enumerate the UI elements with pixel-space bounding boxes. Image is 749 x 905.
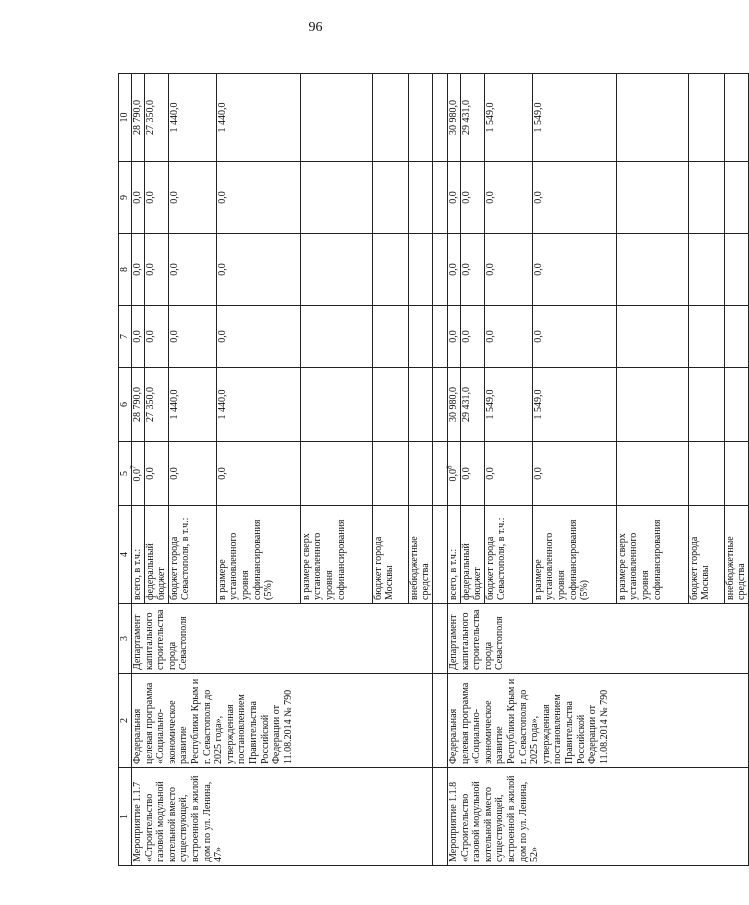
value-text: 0,0 bbox=[460, 467, 472, 480]
value-cell-c8 bbox=[484, 234, 532, 306]
value-cell-c9 bbox=[447, 162, 460, 234]
value-cell-c5 bbox=[447, 442, 460, 506]
value-cell-c8 bbox=[168, 234, 216, 306]
value-text: 0,0 bbox=[144, 263, 156, 276]
value-cell-c8 bbox=[216, 234, 300, 306]
value-cell-c6 bbox=[168, 368, 216, 442]
value-cell-c9 bbox=[300, 162, 372, 234]
header-col-10: 10 bbox=[119, 74, 132, 162]
value-text: 1 549,0 bbox=[532, 102, 544, 133]
value-text: 0,0 bbox=[447, 330, 459, 343]
value-cell-c6 bbox=[144, 368, 168, 442]
event-block-1117 bbox=[129, 74, 433, 866]
value-cell-c5 bbox=[460, 442, 484, 506]
value-cell-c6 bbox=[616, 368, 688, 442]
value-cell-c5 bbox=[168, 442, 216, 506]
value-cell-c6 bbox=[688, 368, 724, 442]
value-text: 29 431,0 bbox=[460, 387, 472, 422]
value-text: 0,0 bbox=[460, 263, 472, 276]
value-cell-c9 bbox=[144, 162, 168, 234]
value-text: 1 440,0 bbox=[216, 102, 228, 133]
header-col-7: 7 bbox=[119, 306, 132, 368]
executor-cell: Департамент капитального строительства города Севастополя bbox=[447, 604, 748, 674]
value-cell-c5 bbox=[216, 442, 300, 506]
header-col-2: 2 bbox=[119, 674, 132, 768]
funding-source-cell: в размере сверх установленного уровня софинансирования bbox=[616, 506, 688, 604]
value-cell-c7 bbox=[216, 306, 300, 368]
value-text: 1 440,0 bbox=[168, 102, 180, 133]
value-cell-c9 bbox=[132, 162, 145, 234]
funding-source-cell: федеральный бюджет bbox=[144, 506, 168, 604]
value-cell-c5 bbox=[372, 442, 408, 506]
funding-row bbox=[132, 74, 145, 866]
footnote-mark: 8 bbox=[445, 465, 454, 469]
value-cell-c5 bbox=[616, 442, 688, 506]
value-cell-c6 bbox=[300, 368, 372, 442]
value-cell-c6 bbox=[216, 368, 300, 442]
value-cell-c7 bbox=[724, 306, 748, 368]
value-text: 0,0 bbox=[484, 330, 496, 343]
value-text: 0,0 bbox=[168, 191, 180, 204]
value-cell-c6 bbox=[132, 368, 145, 442]
value-text: 0,0 bbox=[216, 191, 228, 204]
value-cell-c6 bbox=[484, 368, 532, 442]
value-cell-c7 bbox=[408, 306, 432, 368]
header-col-3: 3 bbox=[119, 604, 132, 674]
program-cell: Федеральная целевая программа «Социально-экономическое развитие Республики Крым и г. Севастополя до 2025 года», утвержденная постановлением Правительства Российской Федерации от 11.08.2014 № 790 bbox=[447, 674, 748, 768]
value-cell-c9 bbox=[484, 162, 532, 234]
value-cell-c7 bbox=[616, 306, 688, 368]
value-cell-c5 bbox=[724, 442, 748, 506]
value-text: 0,0 bbox=[484, 191, 496, 204]
value-text: 27 350,0 bbox=[144, 100, 156, 135]
value-cell-c8 bbox=[144, 234, 168, 306]
rotated-table-wrapper bbox=[118, 73, 749, 866]
value-text: 0,0 bbox=[168, 467, 180, 480]
value-cell-c10 bbox=[144, 74, 168, 162]
header-col-8: 8 bbox=[119, 234, 132, 306]
value-text: 0,0 bbox=[132, 263, 143, 276]
value-cell-c10 bbox=[447, 74, 460, 162]
value-cell-c9 bbox=[724, 162, 748, 234]
event-cell: Мероприятие 1.1.8 «Строительство газовой модульной котельной вместо существующей, встроенной в жилой дом по ул. Ленина, 52» bbox=[447, 768, 748, 866]
value-cell-c10 bbox=[300, 74, 372, 162]
funding-source-cell: в размере установленного уровня софинансирования (5%) bbox=[216, 506, 300, 604]
value-cell-c9 bbox=[216, 162, 300, 234]
value-cell-c7 bbox=[300, 306, 372, 368]
value-cell-c8 bbox=[460, 234, 484, 306]
value-cell-c7 bbox=[132, 306, 145, 368]
footnote-mark: 7 bbox=[129, 465, 138, 469]
value-text: 0,0 bbox=[460, 191, 472, 204]
funding-source-cell: бюджет города Севастополя, в т.ч.: bbox=[168, 506, 216, 604]
value-text: 0,0 bbox=[216, 330, 228, 343]
value-text: 0,0 bbox=[460, 330, 472, 343]
value-cell-c7 bbox=[168, 306, 216, 368]
header-col-5: 5 bbox=[119, 442, 132, 506]
value-cell-c6 bbox=[460, 368, 484, 442]
event-block-1118 bbox=[447, 74, 748, 866]
value-cell-c9 bbox=[460, 162, 484, 234]
funding-source-cell: внебюджетные средства bbox=[408, 506, 432, 604]
value-text: 0,0 bbox=[168, 330, 180, 343]
value-text: 30 980,0 bbox=[447, 387, 459, 422]
funding-source-cell: бюджет города Севастополя, в т.ч.: bbox=[484, 506, 532, 604]
value-cell-c5 bbox=[688, 442, 724, 506]
value-cell-c5 bbox=[408, 442, 432, 506]
value-text: 28 790,0 bbox=[132, 387, 143, 422]
funding-source-cell: федеральный бюджет bbox=[460, 506, 484, 604]
value-cell-c9 bbox=[532, 162, 616, 234]
value-cell-c9 bbox=[616, 162, 688, 234]
header-col-4: 4 bbox=[119, 506, 132, 604]
value-text: 0,0 bbox=[532, 191, 544, 204]
value-cell-c5 bbox=[129, 442, 145, 506]
value-cell-c10 bbox=[724, 74, 748, 162]
value-text: 0,0 bbox=[484, 263, 496, 276]
value-cell-c5 bbox=[484, 442, 532, 506]
program-cell: Федеральная целевая программа «Социально-экономическое развитие Республики Крым и г. Севастополя до 2025 года», утвержденная постановлением Правительства Российской Федерации от 11.08.2014 № 790 bbox=[132, 674, 433, 768]
value-cell-c6 bbox=[447, 368, 460, 442]
value-text: 0,0 bbox=[447, 263, 459, 276]
funding-source-cell: в размере сверх установленного уровня софинансирования bbox=[300, 506, 372, 604]
value-cell-c9 bbox=[688, 162, 724, 234]
block-separator bbox=[432, 74, 447, 866]
value-text: 1 440,0 bbox=[168, 389, 180, 420]
funding-source-cell: всего, в т.ч.: bbox=[447, 506, 460, 604]
value-cell-c10 bbox=[408, 74, 432, 162]
value-cell-c8 bbox=[688, 234, 724, 306]
value-cell-c8 bbox=[372, 234, 408, 306]
value-text: 29 431,0 bbox=[460, 100, 472, 135]
value-text: 0,0 bbox=[447, 469, 459, 482]
event-cell: Мероприятие 1.1.7 «Строительство газовой модульной котельной вместо существующей, встроенной в жилой дом по ул. Ленина, 47» bbox=[132, 768, 433, 866]
value-cell-c10 bbox=[532, 74, 616, 162]
value-text: 30 980,0 bbox=[447, 100, 459, 135]
value-cell-c5 bbox=[532, 442, 616, 506]
value-cell-c8 bbox=[532, 234, 616, 306]
value-text: 0,0 bbox=[144, 467, 156, 480]
executor-cell: Департамент капитального строительства города Севастополя bbox=[132, 604, 433, 674]
value-cell-c10 bbox=[484, 74, 532, 162]
value-text: 0,0 bbox=[132, 330, 143, 343]
value-cell-c10 bbox=[216, 74, 300, 162]
value-text: 0,0 bbox=[216, 467, 228, 480]
value-text: 1 549,0 bbox=[532, 389, 544, 420]
value-cell-c8 bbox=[408, 234, 432, 306]
funding-source-cell: внебюджетные средства bbox=[724, 506, 748, 604]
value-cell-c10 bbox=[460, 74, 484, 162]
value-cell-c8 bbox=[724, 234, 748, 306]
value-cell-c10 bbox=[688, 74, 724, 162]
value-cell-c5 bbox=[144, 442, 168, 506]
value-text: 0,0 bbox=[144, 191, 156, 204]
value-text: 0,0 bbox=[532, 467, 544, 480]
value-text: 0,0 bbox=[132, 191, 143, 204]
value-cell-c6 bbox=[408, 368, 432, 442]
value-text: 0,0 bbox=[484, 467, 496, 480]
value-cell-c6 bbox=[532, 368, 616, 442]
value-text: 0,0 bbox=[447, 191, 459, 204]
value-cell-c6 bbox=[372, 368, 408, 442]
funding-row bbox=[447, 74, 460, 866]
value-cell-c9 bbox=[168, 162, 216, 234]
funding-table bbox=[118, 73, 749, 866]
funding-source-cell: в размере установленного уровня софинансирования (5%) bbox=[532, 506, 616, 604]
header-col-9: 9 bbox=[119, 162, 132, 234]
value-cell-c10 bbox=[168, 74, 216, 162]
value-text: 0,0 bbox=[144, 330, 156, 343]
value-cell-c10 bbox=[616, 74, 688, 162]
header-col-6: 6 bbox=[119, 368, 132, 442]
value-cell-c7 bbox=[688, 306, 724, 368]
value-cell-c7 bbox=[460, 306, 484, 368]
page-number: 96 bbox=[308, 20, 323, 35]
value-text: 0,0 bbox=[216, 263, 228, 276]
value-cell-c10 bbox=[132, 74, 145, 162]
value-text: 0,0 bbox=[168, 263, 180, 276]
value-cell-c8 bbox=[300, 234, 372, 306]
value-cell-c8 bbox=[447, 234, 460, 306]
value-text: 1 440,0 bbox=[216, 389, 228, 420]
funding-source-cell: бюджет города Москвы bbox=[372, 506, 408, 604]
value-text: 27 350,0 bbox=[144, 387, 156, 422]
value-text: 0,0 bbox=[132, 469, 143, 482]
value-cell-c5 bbox=[300, 442, 372, 506]
value-text: 0,0 bbox=[532, 330, 544, 343]
value-cell-c7 bbox=[532, 306, 616, 368]
header-col-1: 1 bbox=[119, 768, 132, 866]
funding-source-cell: всего, в т.ч.: bbox=[132, 506, 145, 604]
value-cell-c9 bbox=[372, 162, 408, 234]
value-text: 0,0 bbox=[532, 263, 544, 276]
value-cell-c8 bbox=[132, 234, 145, 306]
value-cell-c10 bbox=[372, 74, 408, 162]
header-row bbox=[119, 74, 132, 866]
value-cell-c7 bbox=[447, 306, 460, 368]
value-cell-c8 bbox=[616, 234, 688, 306]
value-cell-c7 bbox=[372, 306, 408, 368]
value-cell-c6 bbox=[724, 368, 748, 442]
value-text: 1 549,0 bbox=[484, 102, 496, 133]
value-cell-c7 bbox=[144, 306, 168, 368]
value-cell-c9 bbox=[408, 162, 432, 234]
value-cell-c7 bbox=[484, 306, 532, 368]
value-text: 1 549,0 bbox=[484, 389, 496, 420]
funding-source-cell: бюджет города Москвы bbox=[688, 506, 724, 604]
value-text: 28 790,0 bbox=[132, 100, 143, 135]
